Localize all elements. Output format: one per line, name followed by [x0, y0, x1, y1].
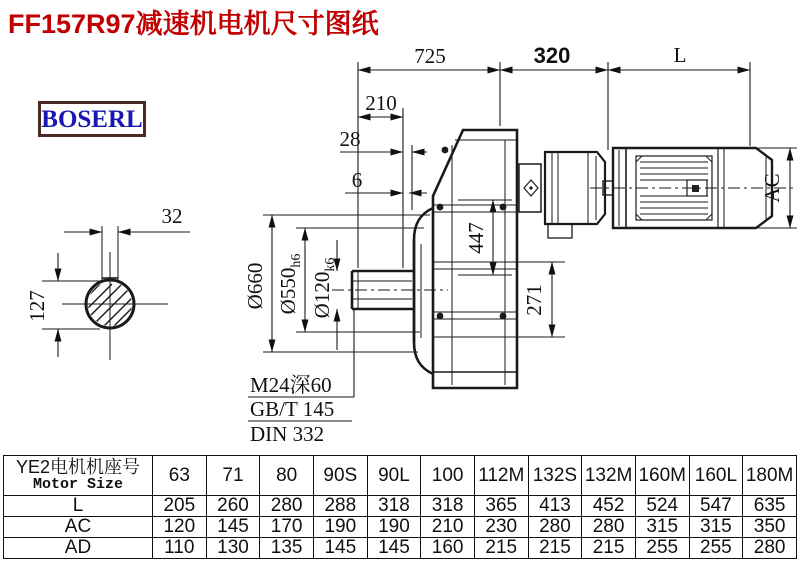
dim-550h6: $Ø550_{h6}$ [276, 253, 304, 315]
table-cell: 110 [153, 538, 207, 559]
table-cell: 135 [260, 538, 314, 559]
row-label-L: L [4, 496, 153, 517]
dim-210: 210 [365, 91, 397, 115]
table-cell: 280 [743, 538, 797, 559]
dim-6: 6 [351, 168, 363, 192]
table-cell: 215 [528, 538, 582, 559]
table-cell: 215 [474, 538, 528, 559]
table-cell: 260 [206, 496, 260, 517]
gearbox-housing [433, 130, 517, 388]
col-header: 132M [582, 456, 636, 496]
dim-L: L [673, 43, 687, 67]
dim-AC: AC [760, 173, 784, 203]
col-header: 112M [474, 456, 528, 496]
table-row [4, 517, 797, 538]
table-cell: 318 [421, 496, 475, 517]
table-cell: 280 [582, 517, 636, 538]
boserl-logo-text: BOSERL [41, 105, 143, 133]
table-cell: 365 [474, 496, 528, 517]
col-header: 100 [421, 456, 475, 496]
table-header-motor-size [4, 456, 153, 496]
col-header: 180M [743, 456, 797, 496]
table-cell: 170 [260, 517, 314, 538]
vent-plug-icon [524, 180, 538, 196]
table-cell: 524 [635, 496, 689, 517]
page-title: FF157R97减速机电机尺寸图纸 [8, 9, 379, 39]
note-gbt: GB/T 145 [250, 397, 335, 421]
dim-28: 28 [339, 127, 361, 151]
output-flange [414, 208, 433, 374]
table-cell: 145 [313, 538, 367, 559]
table-row [4, 538, 797, 559]
table-cell: 130 [206, 538, 260, 559]
note-thread: M24深60 [250, 373, 332, 397]
table-cell: 350 [743, 517, 797, 538]
motor-dimension-table [3, 455, 797, 559]
table-cell: 210 [421, 517, 475, 538]
table-cell: 120 [153, 517, 207, 538]
dim-320: 320 [533, 43, 571, 68]
table-cell: 280 [260, 496, 314, 517]
row-label-AC: AC [4, 517, 153, 538]
col-header: 160L [689, 456, 743, 496]
table-cell: 318 [367, 496, 421, 517]
col-header: 80 [260, 456, 314, 496]
table-cell: 190 [313, 517, 367, 538]
note-din: DIN 332 [250, 422, 325, 446]
table-cell: 547 [689, 496, 743, 517]
table-cell: 145 [367, 538, 421, 559]
table-cell: 413 [528, 496, 582, 517]
col-header: 71 [206, 456, 260, 496]
col-header: 160M [635, 456, 689, 496]
table-cell: 230 [474, 517, 528, 538]
col-header: 132S [528, 456, 582, 496]
table-cell: 215 [582, 538, 636, 559]
motor-size-label-cn: YE2电机机座号 [15, 457, 141, 478]
row-label-AD: AD [4, 538, 153, 559]
table-cell: 255 [689, 538, 743, 559]
table-cell: 315 [689, 517, 743, 538]
table-row [4, 496, 797, 517]
table-cell: 205 [153, 496, 207, 517]
dim-447: 447 [464, 222, 488, 254]
col-header: 90L [367, 456, 421, 496]
dimension-lines [248, 62, 797, 421]
adapter-housing [519, 152, 613, 238]
table-cell: 452 [582, 496, 636, 517]
dim-127: 127 [25, 290, 49, 322]
table-cell: 145 [206, 517, 260, 538]
hollow-shaft [332, 271, 448, 309]
col-header: 90S [313, 456, 367, 496]
dim-120k6: $Ø120_{k6}$ [310, 257, 338, 319]
dim-271: 271 [522, 284, 546, 316]
dim-725: 725 [414, 44, 446, 68]
table-cell: 160 [421, 538, 475, 559]
table-cell: 190 [367, 517, 421, 538]
shaft-section-view [42, 226, 190, 360]
table-cell: 635 [743, 496, 797, 517]
table-cell: 288 [313, 496, 367, 517]
col-header: 63 [153, 456, 207, 496]
motor-size-label-en: Motor Size [32, 476, 123, 494]
table-cell: 315 [635, 517, 689, 538]
table-cell: 280 [528, 517, 582, 538]
table-cell: 255 [635, 538, 689, 559]
dim-32: 32 [161, 204, 183, 228]
dim-660: Ø660 [243, 262, 267, 310]
